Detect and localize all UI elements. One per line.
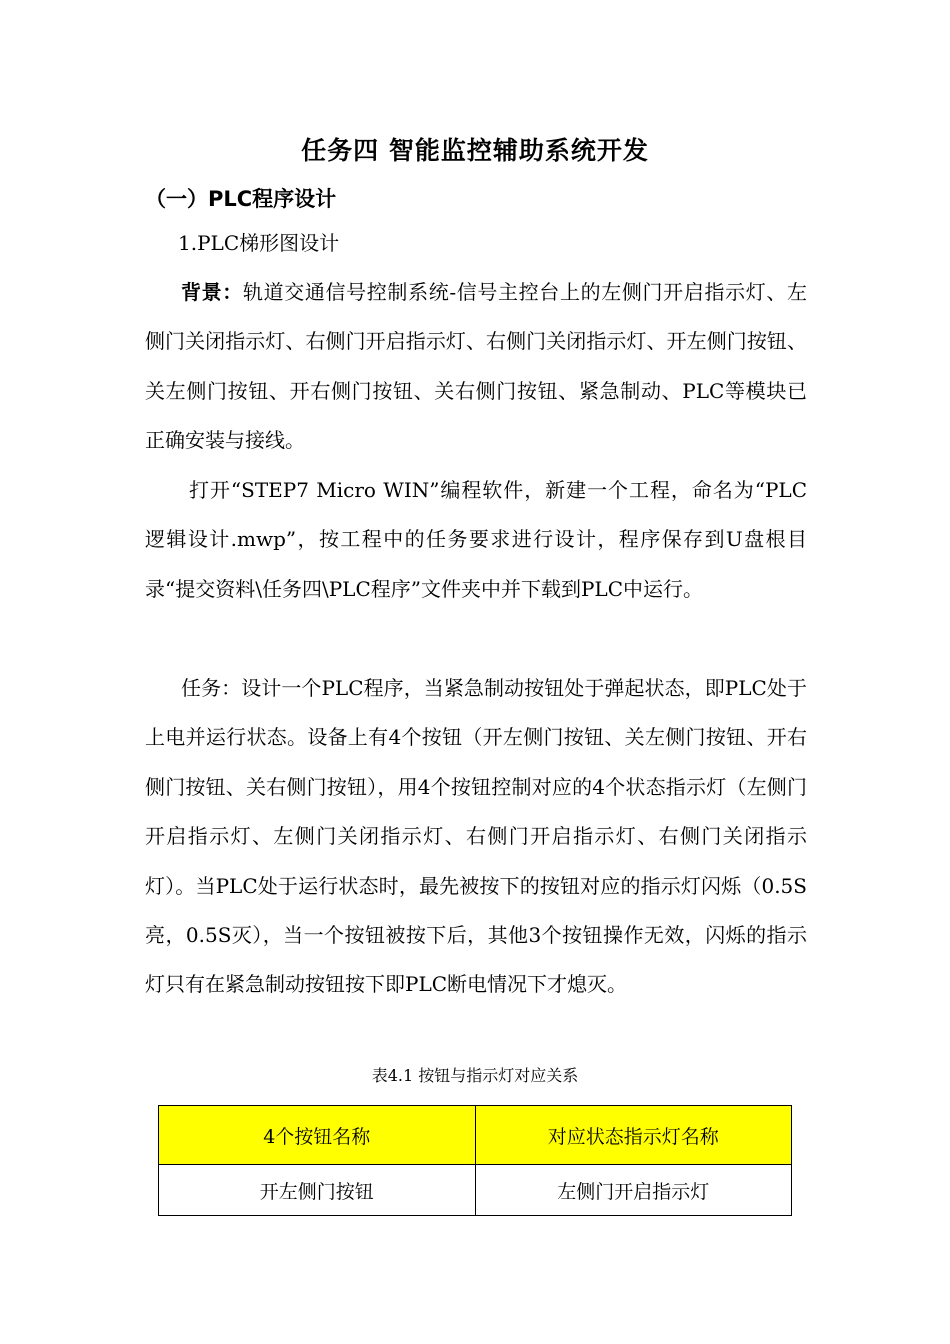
table-cell: 开左侧门按钮 [159,1165,476,1216]
background-label: 背景： [181,280,243,304]
instruction-paragraph: 打开“STEP7 Micro WIN”编程软件，新建一个工程，命名为“PLC逻辑设计.mwp”，按工程中的任务要求进行设计，程序保存到U盘根目录“提交资料\任务四\PLC程序”文件夹中并下载到PLC中运行。 [145,478,807,601]
table-header-row [159,1106,792,1165]
background-paragraph [145,268,807,466]
table-header-cell: 4个按钮名称 [159,1106,476,1165]
section-heading: （一）PLC程序设计 [145,187,337,211]
table-header-cell: 对应状态指示灯名称 [475,1106,792,1165]
document-title: 任务四 智能监控辅助系统开发 [301,136,649,165]
table-row [159,1165,792,1216]
table-caption: 表4.1 按钮与指示灯对应关系 [371,1066,579,1085]
background-text: 轨道交通信号控制系统-信号主控台上的左侧门开启指示灯、左侧门关闭指示灯、右侧门开启指示灯、右侧门关闭指示灯、开左侧门按钮、关左侧门按钮、开右侧门按钮、关右侧门按钮、紧急制动、PLC等模块已正确安装与接线。 [145,280,808,453]
button-indicator-table [158,1105,792,1216]
subsection-heading: 1.PLC梯形图设计 [178,231,340,255]
table-cell: 左侧门开启指示灯 [475,1165,792,1216]
task-paragraph: 任务：设计一个PLC程序，当紧急制动按钮处于弹起状态，即PLC处于上电并运行状态。设备上有4个按钮（开左侧门按钮、关左侧门按钮、开右侧门按钮、关右侧门按钮），用4个按钮控制对应的4个状态指示灯（左侧门开启指示灯、左侧门关闭指示灯、右侧门开启指示灯、右侧门关闭指示灯）。当PLC处于运行状态时，最先被按下的按钮对应的指示灯闪烁（0.5S亮，0.5S灭），当一个按钮被按下后，其他3个按钮操作无效，闪烁的指示灯只有在紧急制动按钮按下即PLC断电情况下才熄灭。 [145,676,807,997]
